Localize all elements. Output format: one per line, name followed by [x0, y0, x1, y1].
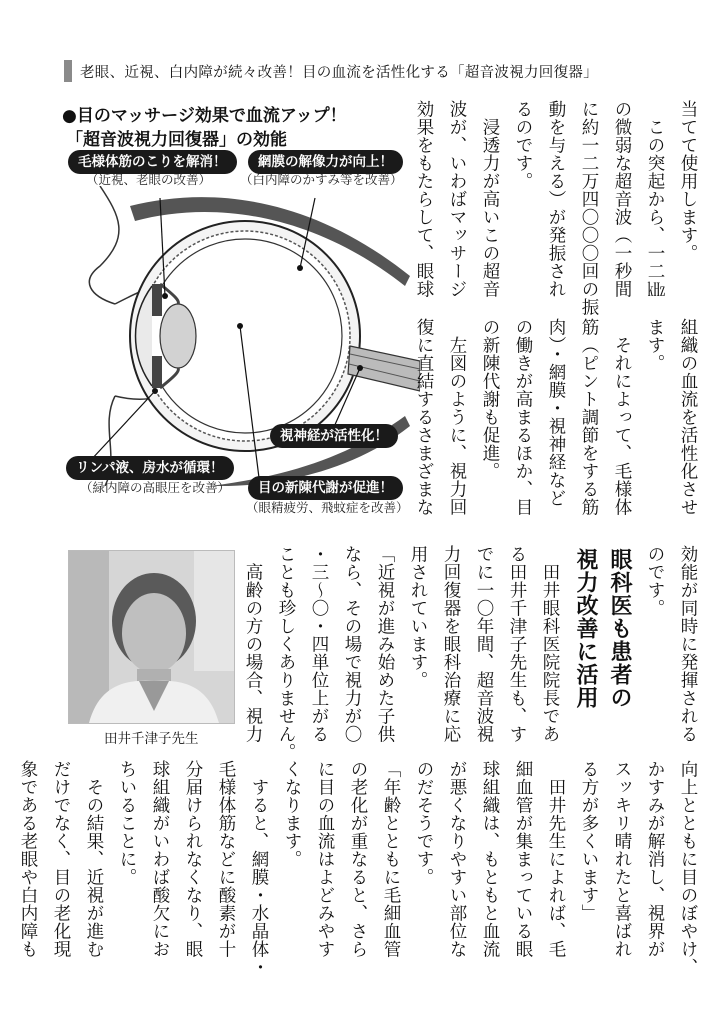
label-lymph-note: （緑内障の高眼圧を改善） [80, 480, 231, 495]
figure-title-line1: ●目のマッサージ効果で血流アップ！ [62, 106, 347, 126]
figure-title [62, 104, 347, 152]
header-title: 老眼、近視、白内障が続々改善！目の血流を活性化する「超音波視力回復器」 [80, 64, 598, 81]
page-header [64, 60, 704, 82]
header-marker [64, 60, 72, 82]
article-column-3: 田井眼科医院院長であ る田井千津子先生も、す でに一〇年間、超音波視 力回復器を眼科治療に応 用されています。 「近視が進み始めた子供 なら、その場で視力が〇 ・三〜〇・四単位上がる ことも珍しくありません。 高齢の方の場合、視力 [243, 545, 560, 761]
label-metabolism-note: （眼精疲労、飛蚊症を改善） [246, 500, 409, 515]
label-nerve-pill: 視神経が活性化！ [270, 424, 398, 448]
doctor-portrait-image [69, 551, 234, 723]
figure-title-line2: 「超音波視力回復器」の効能 [66, 130, 287, 150]
label-lymph-pill: リンパ液、房水が循環！ [66, 456, 234, 480]
article-column-3-top: 効能が同時に発揮される のです。 [645, 545, 698, 743]
doctor-photo [68, 550, 235, 724]
section-heading: 眼科医も患者の 視力改善に活用 [573, 548, 632, 709]
label-retina-pill: 網膜の解像力が向上！ [248, 150, 403, 174]
label-retina-note: （白内障のかすみ等を改善） [240, 172, 403, 187]
label-ciliary-note: （近視、老眼の改善） [86, 172, 212, 187]
photo-caption: 田井千津子先生 [104, 731, 199, 747]
label-metabolism-pill: 目の新陳代謝が促進！ [248, 476, 403, 500]
article-column-2: 組織の血流を活性化させ ます。 それによって、毛様体 筋（ピント調節をする筋 肉）・網膜・視神経など の働きが高まるほか、目 の新陳代謝も促進。 左図のように、視力回 復に直結するさまざまな [414, 318, 698, 516]
label-ciliary-pill: 毛様体筋のこりを解消！ [68, 150, 237, 174]
article-column-1: 当てて使用します。 この突起から、一二㎑ の微弱な超音波（一秒間 に約一二万四〇〇〇回の振 動を与える）が発振され るのです。 浸透力が高いこの超音 波が、いわばマッサージ 効果をもたらして、眼球 [414, 100, 698, 316]
article-column-4: 向上とともに目のぼやけ、 かすみが解消し、視界が スッキリ晴れたと喜ばれ る方が多くいます」 田井先生によれば、毛 細血管が集まっている眼 球組織は、もともと血流 が悪くなりやすい部位な のだそうです。 「年齢とともに毛細血管 の老化が重なると、さら に目の血流はよどみやす くなります。 すると、網膜・水晶体・ 毛様体筋などに酸素が十 分届けられなくなり、眼 球組織がいわば酸欠にお ちいることに。 その結果、近視が進む だけでなく、目の老化現 象である老眼や白内障も [18, 760, 698, 976]
